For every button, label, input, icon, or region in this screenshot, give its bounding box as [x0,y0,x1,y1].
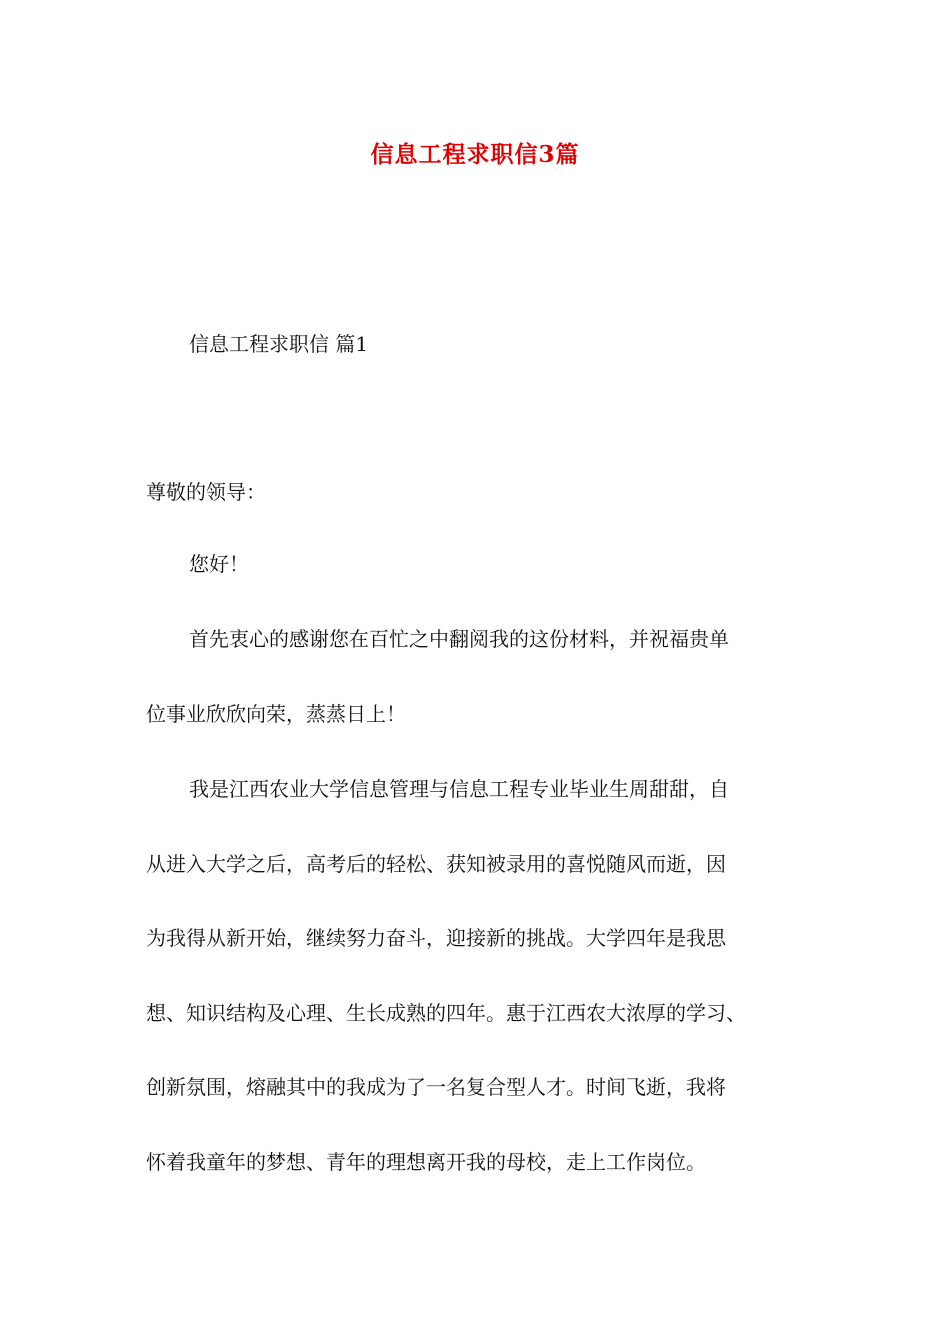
paragraph-line-8: 怀着我童年的梦想、青年的理想离开我的母校，走上工作岗位。 [146,1150,706,1174]
paragraph-line-7: 创新氛围，熔融其中的我成为了一名复合型人才。时间飞逝，我将 [146,1075,726,1099]
section-heading: 信息工程求职信 篇1 [189,332,369,356]
greeting: 您好！ [189,552,249,576]
paragraph-line-6: 想、知识结构及心理、生长成熟的四年。惠于江西农大浓厚的学习、 [146,1001,746,1025]
paragraph-line-4: 从进入大学之后，高考后的轻松、获知被录用的喜悦随风而逝，因 [146,852,726,876]
paragraph-line-5: 为我得从新开始，继续努力奋斗，迎接新的挑战。大学四年是我思 [146,926,726,950]
paragraph-line-3: 我是江西农业大学信息管理与信息工程专业毕业生周甜甜，自 [189,777,729,801]
paragraph-line-2: 位事业欣欣向荣，蒸蒸日上！ [146,702,406,726]
paragraph-line-1: 首先衷心的感谢您在百忙之中翻阅我的这份材料，并祝福贵单 [189,627,729,651]
document-title: 信息工程求职信3篇 [370,141,580,168]
salutation: 尊敬的领导： [146,480,266,504]
